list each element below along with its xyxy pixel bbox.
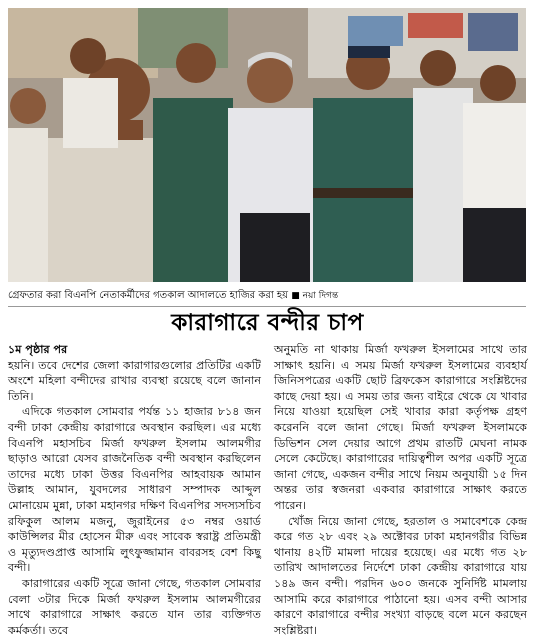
- article-paragraph: কারাগারের একটি সূত্রে জানা গেছে, গতকাল সোমবার বেলা ৩টার দিকে মির্জা ফখরুল ইসলাম আলমগীরের সাথে কারাগারে সাক্ষাৎ করতে যান তার ব্যক্তিগত কর্মকর্তা। তবে: [8, 576, 261, 637]
- article-paragraph: অনুমতি না থাকায় মির্জা ফখরুল ইসলামের সাথে তার সাক্ষাৎ হয়নি। এ সময় মির্জা ফখরুল ইসলামের ব্যবহার্য জিনিসপত্রের একটি ছোট ব্রিফকেস কারাগারে সংশ্লিষ্টদের কাছে দেয়া হয়। এ সময় তার জন্য বাইরে থেকে যে খাবার নিয়ে যাওয়া হয়েছিল সেই খাবার কারা কর্তৃপক্ষ গ্রহণ করেননি বলে জানা গেছে। মির্জা ফখরুল ইসলামকে ডিভিশন সেল দেয়ার আগে প্রথম রাতটি মেঘনা নামক সেলে কেটেছে। কারাগারের দায়িত্বশীল অপর একটি সূত্রে জানা গেছে, একজন বন্দীর সাথে নিয়ম অনুযায়ী ১৫ দিন অন্তর তার স্বজনরা একবার কারাগারে সাক্ষাৎ করতে পারেন।: [274, 343, 527, 512]
- article-paragraph: হয়নি। তবে দেশের জেলা কারাগারগুলোর প্রতিটির একটি অংশে মহিলা বন্দীদের রাখার ব্যবস্থা রয়েছে বলে জানান তিনি।: [8, 358, 261, 403]
- article-column-left: [8, 342, 261, 637]
- group-photo-illustration: [8, 8, 526, 282]
- photo-credit: ■ নয়া দিগন্ত: [291, 291, 339, 301]
- caption-text: গ্রেফতার করা বিএনপি নেতাকর্মীদের গতকাল আদালতে হাজির করা হয়: [8, 290, 289, 301]
- news-photo: [8, 8, 526, 282]
- headline: কারাগারে বন্দীর চাপ: [171, 309, 364, 336]
- caption-divider: [8, 306, 526, 307]
- article-paragraph: এদিকে গতকাল সোমবার পর্যন্ত ১১ হাজার ৮১৪ জন বন্দী ঢাকা কেন্দ্রীয় কারাগারে অবস্থান করছিল। এর মধ্যে বিএনপি মহাসচিব মির্জা ফখরুল ইসলাম আলমগীর ছাড়াও আরো যেসব রাজনৈতিক বন্দী অবস্থান করছিলেন তাদের মধ্যে ঢাকা উত্তর বিএনপির আহবায়ক আমান উল্লাহ আমান, যুবদলের সাধারণ সম্পাদক আব্দুল মোনায়েম মুন্না, ঢাকা মহানগর দক্ষিণ বিএনপির সদস্যসচিব রফিকুল আলম মজনু, জুরাইনের ৫৩ নম্বর ওয়ার্ড কাউন্সিলর মীর হোসেন মীরু এবং সাবেক স্বরাষ্ট্র প্রতিমন্ত্রী ও মৃত্যুদণ্ডপ্রাপ্ত আসামি লুৎফুজ্জামান বাবরসহ বেশ কিছু বন্দী।: [8, 405, 261, 575]
- photo-caption: [8, 288, 526, 304]
- article-paragraph: খোঁজ নিয়ে জানা গেছে, হরতাল ও সমাবেশকে কেন্দ্র করে গত ২৮ এবং ২৯ অক্টোবর ঢাকা মহানগরীর বিভিন্ন থানায় ৪২টি মামলা দায়ের হয়েছে। এর মধ্যে গত ২৮ তারিখ আদালতের নির্দেশে ঢাকা কেন্দ্রীয় কারাগারে যায় ১৪৯ জন বন্দী। পরদিন ৬০০ জনকে সুনির্দিষ্ট মামলায় আসামি করে কারাগারে পাঠানো হয়। এসব বন্দী আসার কারণে কারাগারে বন্দীর সংখ্যা বাড়ছে বলে মনে করছেন সংশ্লিষ্টরা।: [274, 514, 527, 637]
- article-column-right: [274, 342, 527, 637]
- continued-label: ১ম পৃষ্ঠার পর: [8, 343, 68, 356]
